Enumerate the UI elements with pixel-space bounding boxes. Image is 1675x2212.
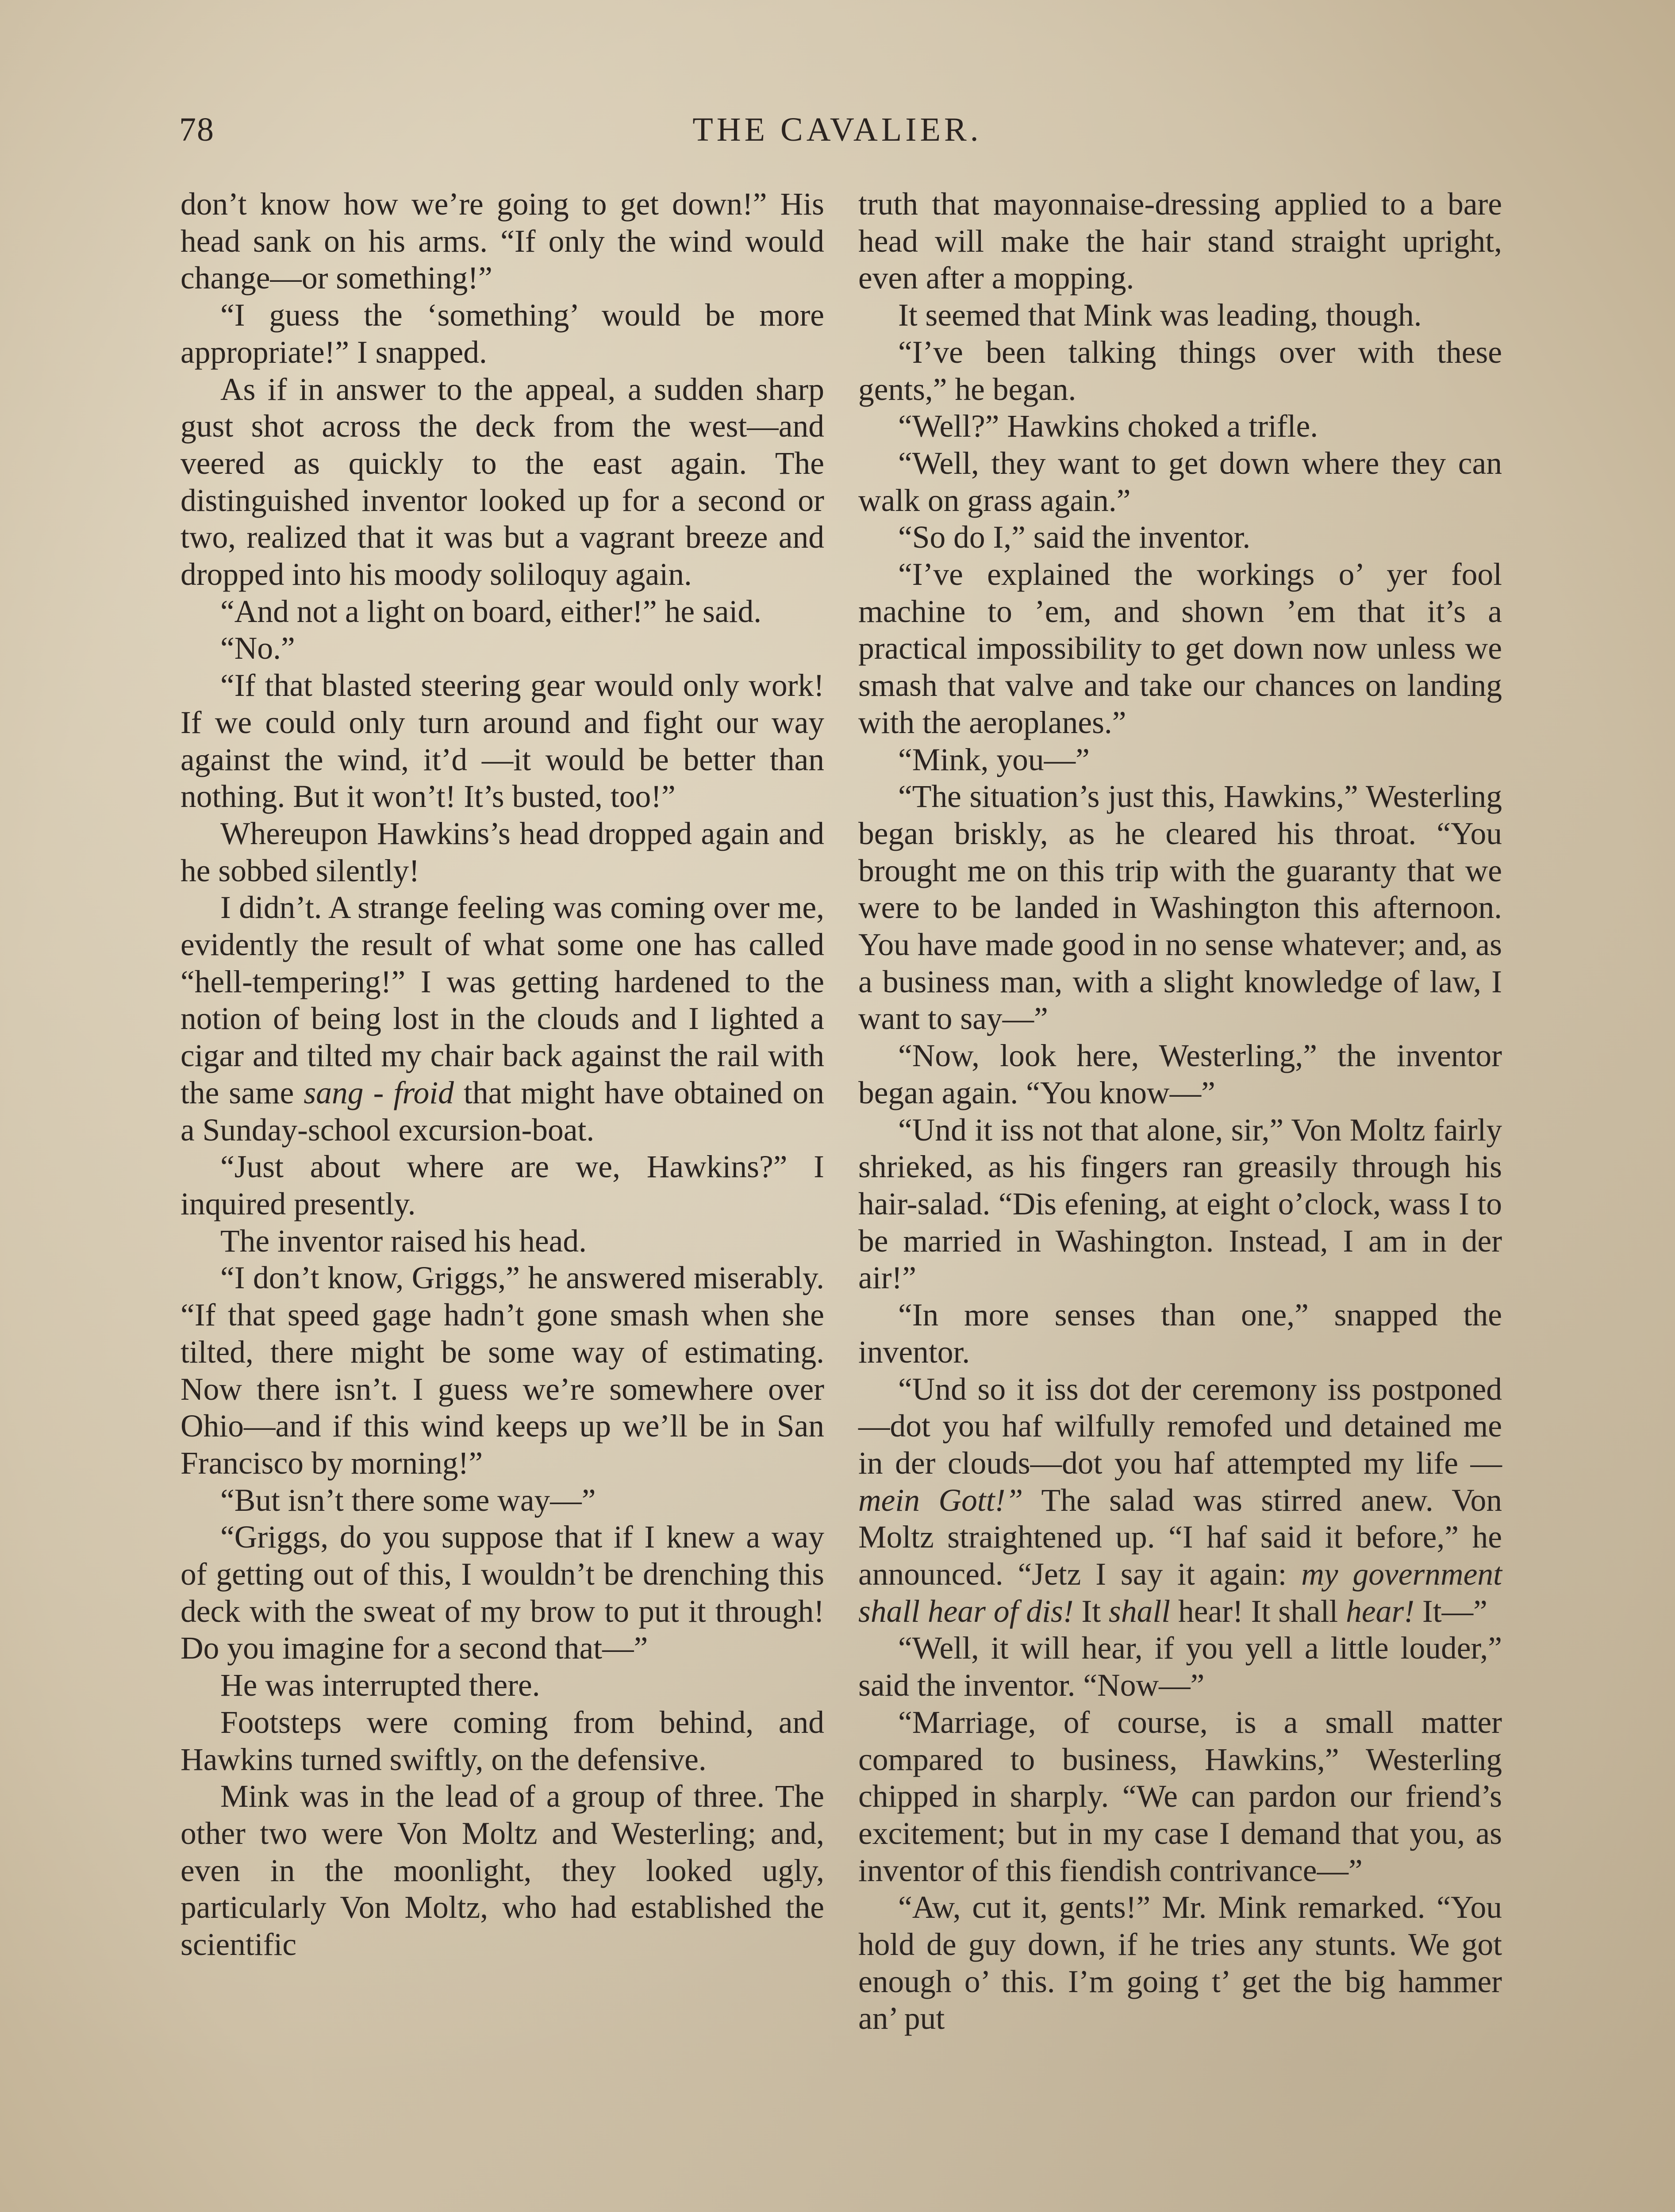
- paragraph-text: The salad was stirred anew. Von Moltz straightened up. “I haf said it before,” he announced. “Jetz I say it again:: [858, 1482, 1502, 1592]
- paragraph: “Now, look here, Westerling,” the inventor began again. “You know—”: [858, 1038, 1502, 1110]
- page-header: [179, 111, 1495, 164]
- paragraph: “No.”: [220, 631, 295, 666]
- paragraph: “Marriage, of course, is a small matter compared to business, Hawkins,” Westerling chipped in sharply. “We can pardon our friend’s excitement; but in my case I demand that you, as inventor of this fiendish contrivance—”: [858, 1705, 1502, 1888]
- left-column: [181, 186, 824, 1963]
- paragraph-text: I didn’t. A strange feeling was coming over me, evidently the result of what some one has called “hell-tempering!” I was getting hardened to the notion of being lost in the clouds and I lighted a cigar and tilted my chair back against the rail with the same: [181, 890, 824, 1110]
- paragraph: “But isn’t there some way—”: [220, 1482, 596, 1518]
- paragraph-text: It: [1073, 1594, 1101, 1629]
- paragraph: “Aw, cut it, gents!” Mr. Mink remarked. “You hold de guy down, if he tries any stunts. We got enough o’ this. I’m going t’ get the big hammer an’ put: [858, 1890, 1502, 2036]
- paragraph: don’t know how we’re going to get down!” His head sank on his arms. “If only the wind would change—or something!”: [181, 187, 824, 296]
- paragraph: “If that blasted steering gear would only work! If we could only turn around and fight our way against the wind, it’d —it would be better than nothing. But it won’t! It’s busted, too!”: [181, 668, 824, 814]
- paragraph: “So do I,” said the inventor.: [898, 520, 1251, 555]
- paragraph: “Just about where are we, Hawkins?” I inquired presently.: [181, 1149, 824, 1221]
- italic-phrase: my government shall hear of dis!: [858, 1557, 1502, 1629]
- paragraph: “The situation’s just this, Hawkins,” Westerling began briskly, as he cleared his throat. “You brought me on this trip with the guaranty that we were to be landed in Washington this afternoon. You have made good in no sense whatever; and, as a business man, with a slight knowledge of law, I want to say—”: [858, 779, 1502, 1037]
- paragraph: Footsteps were coming from behind, and Hawkins turned swiftly, on the defensive.: [181, 1705, 824, 1777]
- paragraph: “I guess the ‘something’ would be more appropriate!” I snapped.: [181, 298, 824, 370]
- paragraph: Whereupon Hawkins’s head dropped again and he sobbed silently!: [181, 816, 824, 888]
- paragraph-text: It—”: [1414, 1594, 1487, 1629]
- italic-phrase: shall: [1109, 1594, 1171, 1629]
- italic-phrase: mein Gott!”: [858, 1482, 1023, 1518]
- page-number: 78: [179, 111, 215, 148]
- paragraph: He was interrupted there.: [220, 1668, 540, 1703]
- italic-phrase: sang - froid: [303, 1075, 454, 1110]
- paragraph: truth that mayonnaise-dressing applied to a bare head will make the hair stand straight upright, even after a mopping.: [858, 187, 1502, 296]
- paragraph: As if in answer to the appeal, a sudden sharp gust shot across the deck from the west—and veered as quickly to the east again. The distinguished inventor looked up for a second or two, realized that it was but a vagrant breeze and dropped into his moody soliloquy again.: [181, 372, 824, 592]
- running-title: THE CAVALIER.: [692, 111, 982, 148]
- right-column: [858, 186, 1502, 2037]
- italic-phrase: hear!: [1346, 1594, 1415, 1629]
- paragraph: “Well, they want to get down where they can walk on grass again.”: [858, 445, 1502, 518]
- paragraph: [858, 1371, 1502, 1630]
- paragraph: “Und it iss not that alone, sir,” Von Moltz fairly shrieked, as his fingers ran greasily through his hair-salad. “Dis efening, at eight o’clock, wass I to be married in Washington. Instead, I am in der air!”: [858, 1112, 1502, 1296]
- paragraph: “Mink, you—”: [898, 742, 1090, 777]
- paragraph: [181, 889, 824, 1148]
- paragraph: “In more senses than one,” snapped the inventor.: [858, 1298, 1502, 1370]
- paragraph: It seemed that Mink was leading, though.: [898, 298, 1422, 333]
- paragraph: “Well?” Hawkins choked a trifle.: [898, 409, 1318, 444]
- paragraph: “Well, it will hear, if you yell a little louder,” said the inventor. “Now—”: [858, 1631, 1502, 1703]
- paragraph-text: hear! It shall: [1170, 1594, 1338, 1629]
- paragraph: “And not a light on board, either!” he said.: [220, 594, 762, 629]
- paragraph: “I don’t know, Griggs,” he answered miserably. “If that speed gage hadn’t gone smash when she tilted, there might be some way of estimating. Now there isn’t. I guess we’re somewhere over Ohio—and if this wind keeps up we’ll be in San Francisco by morning!”: [181, 1260, 824, 1481]
- paragraph: “I’ve been talking things over with these gents,” he began.: [858, 334, 1502, 407]
- paragraph: Mink was in the lead of a group of three. The other two were Von Moltz and Westerling; and, even in the moonlight, they looked ugly, particularly Von Moltz, who had established the scientific: [181, 1779, 824, 1962]
- paragraph: “I’ve explained the workings o’ yer fool machine to ’em, and shown ’em that it’s a practical impossibility to get down now unless we smash that valve and take our chances on landing with the aeroplanes.”: [858, 557, 1502, 740]
- paragraph: “Griggs, do you suppose that if I knew a way of getting out of this, I wouldn’t be drenching this deck with the sweat of my brow to put it through! Do you imagine for a second that—”: [181, 1520, 824, 1666]
- paragraph: The inventor raised his head.: [220, 1223, 587, 1259]
- paragraph-text: “Und so it iss dot der ceremony iss postponed—dot you haf wilfully remofed und detained me in der clouds—dot you haf attempted my life —: [858, 1371, 1502, 1481]
- paragraph-text: that might have obtained on a Sunday-school excursion-boat.: [181, 1075, 824, 1148]
